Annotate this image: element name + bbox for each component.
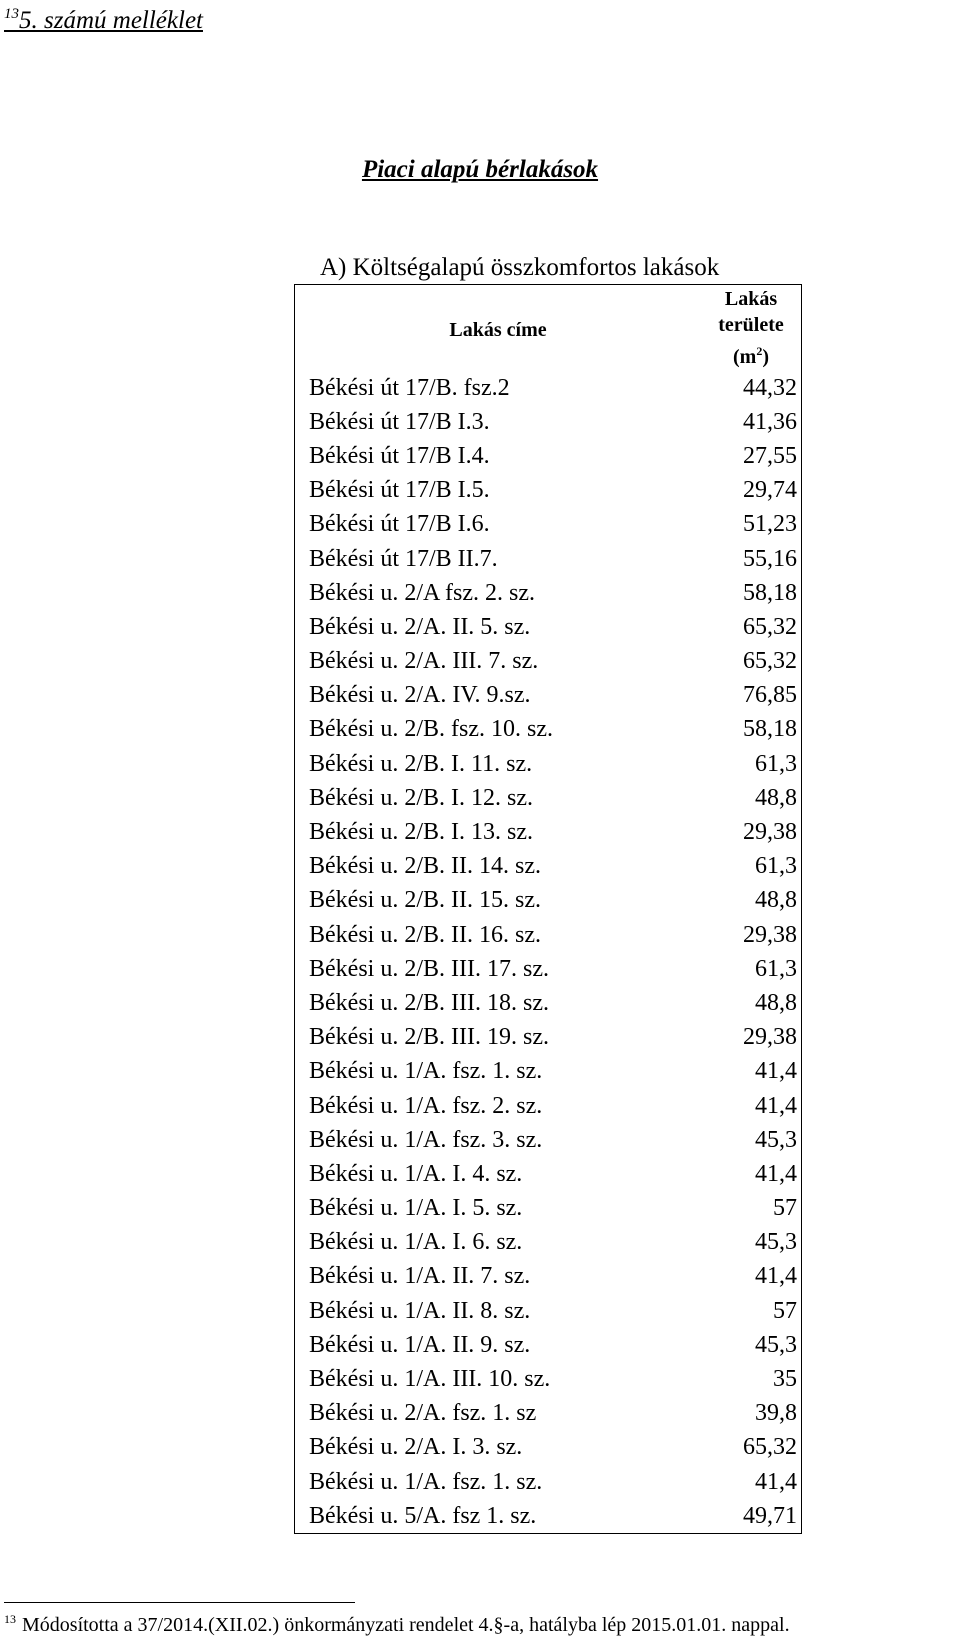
header-area-line1: Lakás bbox=[724, 288, 778, 310]
cell-area: 35 bbox=[773, 1366, 797, 1393]
cell-address: Békési u. 1/A. II. 7. sz. bbox=[309, 1263, 531, 1290]
cell-address: Békési u. 1/A. II. 9. sz. bbox=[309, 1331, 531, 1358]
table-row bbox=[295, 1089, 801, 1123]
table-row bbox=[295, 1499, 801, 1533]
cell-address: Békési u. 1/A. fsz. 1. sz. bbox=[309, 1468, 543, 1495]
footnote-ref: 13 bbox=[4, 6, 19, 22]
cell-area: 48,8 bbox=[755, 887, 797, 914]
table-row bbox=[295, 371, 801, 405]
cell-area: 58,18 bbox=[743, 579, 797, 606]
header-area-unit-sup: 2 bbox=[756, 344, 763, 358]
cell-area: 61,3 bbox=[755, 750, 797, 777]
table-row bbox=[295, 1362, 801, 1396]
cell-address: Békési út 17/B I.5. bbox=[309, 477, 490, 504]
cell-area: 41,4 bbox=[755, 1160, 797, 1187]
section-subtitle: A) Költségalapú összkomfortos lakások bbox=[320, 254, 720, 281]
table-row bbox=[295, 542, 801, 576]
table-row bbox=[295, 952, 801, 986]
cell-area: 29,38 bbox=[743, 1024, 797, 1051]
table-row bbox=[295, 1431, 801, 1465]
table-row bbox=[295, 986, 801, 1020]
table-row bbox=[295, 508, 801, 542]
table-row bbox=[295, 1157, 801, 1191]
cell-area: 57 bbox=[773, 1195, 797, 1222]
cell-address: Békési u. 2/B. II. 15. sz. bbox=[309, 887, 541, 914]
table-row bbox=[295, 850, 801, 884]
table-body bbox=[295, 371, 801, 1533]
cell-address: Békési u. 1/A. I. 6. sz. bbox=[309, 1229, 523, 1256]
table-row bbox=[295, 1123, 801, 1157]
cell-area: 61,3 bbox=[755, 955, 797, 982]
table-row bbox=[295, 781, 801, 815]
cell-area: 49,71 bbox=[743, 1502, 797, 1529]
cell-area: 29,74 bbox=[743, 477, 797, 504]
cell-address: Békési u. 2/A. I. 3. sz. bbox=[309, 1434, 523, 1461]
table-row bbox=[295, 713, 801, 747]
cell-address: Békési u. 1/A. fsz. 3. sz. bbox=[309, 1126, 543, 1153]
cell-area: 41,4 bbox=[755, 1092, 797, 1119]
cell-address: Békési u. 2/B. III. 19. sz. bbox=[309, 1024, 549, 1051]
table-row bbox=[295, 405, 801, 439]
cell-area: 45,3 bbox=[755, 1229, 797, 1256]
table-row bbox=[295, 815, 801, 849]
table-row bbox=[295, 1226, 801, 1260]
cell-address: Békési út 17/B. fsz.2 bbox=[309, 374, 510, 401]
cell-area: 29,38 bbox=[743, 921, 797, 948]
cell-address: Békési u. 1/A. III. 10. sz. bbox=[309, 1366, 551, 1393]
cell-area: 57 bbox=[773, 1297, 797, 1324]
cell-address: Békési u. 2/A. II. 5. sz. bbox=[309, 613, 531, 640]
table-row bbox=[295, 1021, 801, 1055]
annex-label bbox=[4, 6, 203, 35]
table-row bbox=[295, 1328, 801, 1362]
table-row bbox=[295, 747, 801, 781]
cell-address: Békési út 17/B I.4. bbox=[309, 442, 490, 469]
cell-area: 41,4 bbox=[755, 1263, 797, 1290]
cell-area: 41,4 bbox=[755, 1058, 797, 1085]
table-header bbox=[295, 285, 801, 371]
cell-area: 45,3 bbox=[755, 1126, 797, 1153]
cell-address: Békési u. 2/B. III. 18. sz. bbox=[309, 989, 549, 1016]
cell-area: 48,8 bbox=[755, 989, 797, 1016]
cell-area: 58,18 bbox=[743, 716, 797, 743]
table-row bbox=[295, 576, 801, 610]
table-row bbox=[295, 1397, 801, 1431]
cell-address: Békési u. 5/A. fsz 1. sz. bbox=[309, 1502, 537, 1529]
header-area-unit-post: ) bbox=[762, 346, 769, 368]
cell-address: Békési u. 2/A fsz. 2. sz. bbox=[309, 579, 535, 606]
cell-area: 65,32 bbox=[743, 613, 797, 640]
header-area-unit-pre: (m bbox=[733, 346, 757, 368]
cell-area: 61,3 bbox=[755, 853, 797, 880]
cell-address: Békési u. 2/B. III. 17. sz. bbox=[309, 955, 549, 982]
cell-area: 45,3 bbox=[755, 1331, 797, 1358]
header-address: Lakás címe bbox=[449, 319, 547, 341]
cell-area: 51,23 bbox=[743, 511, 797, 538]
cell-address: Békési út 17/B I.6. bbox=[309, 511, 490, 538]
cell-area: 29,38 bbox=[743, 819, 797, 846]
cell-address: Békési u. 2/B. I. 13. sz. bbox=[309, 819, 533, 846]
cell-address: Békési u. 2/A. III. 7. sz. bbox=[309, 648, 539, 675]
cell-area: 76,85 bbox=[743, 682, 797, 709]
table-row bbox=[295, 679, 801, 713]
annex-text: 5. számú melléklet bbox=[19, 7, 203, 34]
cell-area: 39,8 bbox=[755, 1400, 797, 1427]
cell-area: 41,36 bbox=[743, 408, 797, 435]
cell-area: 65,32 bbox=[743, 1434, 797, 1461]
table-row bbox=[295, 1260, 801, 1294]
table-row bbox=[295, 610, 801, 644]
cell-address: Békési u. 1/A. fsz. 2. sz. bbox=[309, 1092, 543, 1119]
table-row bbox=[295, 1192, 801, 1226]
cell-area: 55,16 bbox=[743, 545, 797, 572]
footnote-number: 13 bbox=[4, 1612, 16, 1626]
table-row bbox=[295, 1055, 801, 1089]
footnote-text: Módosította a 37/2014.(XII.02.) önkormányzati rendelet 4.§-a, hatályba lép 2015.01.01. nappal. bbox=[22, 1614, 790, 1636]
cell-address: Békési u. 2/B. fsz. 10. sz. bbox=[309, 716, 553, 743]
table-row bbox=[295, 884, 801, 918]
cell-address: Békési u. 2/A. fsz. 1. sz bbox=[309, 1400, 537, 1427]
cell-address: Békési u. 2/B. I. 12. sz. bbox=[309, 784, 533, 811]
page-title: Piaci alapú bérlakások bbox=[361, 156, 599, 183]
header-area bbox=[701, 285, 801, 371]
cell-area: 41,4 bbox=[755, 1468, 797, 1495]
table-row bbox=[295, 645, 801, 679]
apartment-table bbox=[294, 284, 802, 1534]
cell-address: Békési út 17/B I.3. bbox=[309, 408, 490, 435]
cell-address: Békési u. 1/A. I. 4. sz. bbox=[309, 1160, 523, 1187]
footnote bbox=[4, 1612, 790, 1637]
table-row bbox=[295, 439, 801, 473]
cell-address: Békési u. 2/B. II. 16. sz. bbox=[309, 921, 541, 948]
header-area-line2: területe bbox=[718, 314, 784, 336]
cell-address: Békési u. 1/A. II. 8. sz. bbox=[309, 1297, 531, 1324]
cell-address: Békési út 17/B II.7. bbox=[309, 545, 498, 572]
table-row bbox=[295, 918, 801, 952]
table-row bbox=[295, 1465, 801, 1499]
cell-address: Békési u. 2/B. I. 11. sz. bbox=[309, 750, 533, 777]
table-row bbox=[295, 474, 801, 508]
table-row bbox=[295, 1294, 801, 1328]
cell-address: Békési u. 2/B. II. 14. sz. bbox=[309, 853, 541, 880]
footnote-divider bbox=[4, 1602, 355, 1603]
cell-area: 65,32 bbox=[743, 648, 797, 675]
cell-area: 27,55 bbox=[743, 442, 797, 469]
header-area-unit bbox=[733, 338, 769, 370]
cell-address: Békési u. 1/A. I. 5. sz. bbox=[309, 1195, 523, 1222]
cell-address: Békési u. 2/A. IV. 9.sz. bbox=[309, 682, 531, 709]
cell-address: Békési u. 1/A. fsz. 1. sz. bbox=[309, 1058, 543, 1085]
cell-area: 48,8 bbox=[755, 784, 797, 811]
cell-area: 44,32 bbox=[743, 374, 797, 401]
